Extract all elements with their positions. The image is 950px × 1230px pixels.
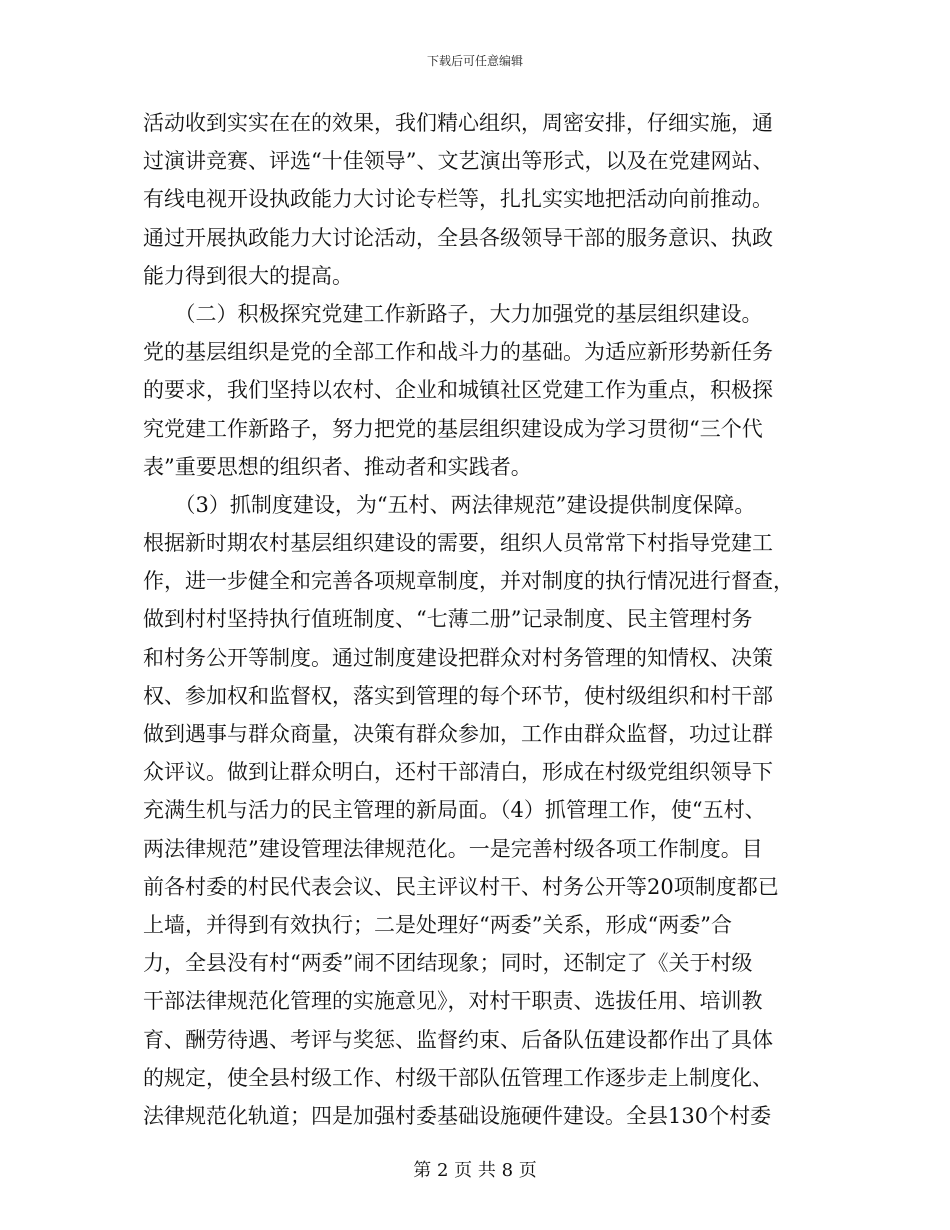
text-line: 活动收到实实在在的效果，我们精心组织，周密安排，仔细实施，通 (143, 111, 773, 135)
text-line: 能力得到很大的提高。 (143, 263, 353, 288)
section-heading-line: （二）积极探究党建工作新路子，大力加强党的基层组织建设。 (143, 301, 763, 326)
text-line: 根据新时期农村基层组织建设的需要，组织人员常常下村指导党建工 (143, 531, 773, 556)
text-line: 育、酬劳待遇、考评与奖惩、监督约束、后备队伍建设都作出了具体 (143, 1027, 773, 1052)
text-line: 通过开展执政能力大讨论活动，全县各级领导干部的服务意识、执政 (143, 225, 773, 250)
text-line: 做到遇事与群众商量，决策有群众参加，工作由群众监督，功过让群 (143, 722, 773, 746)
text-line: 究党建工作新路子，努力把党的基层组织建设成为学习贯彻“三个代 (143, 416, 763, 441)
text-line: 干部法律规范化管理的实施意见》，对村干职责、选拔任用、培训教 (143, 989, 763, 1014)
text-line: 和村务公开等制度。通过制度建设把群众对村务管理的知情权、决策 (143, 645, 773, 670)
text-line: 过演讲竞赛、评选“十佳领导”、文艺演出等形式，以及在党建网站、 (143, 149, 774, 174)
text-line: 的要求，我们坚持以农村、企业和城镇社区党建工作为重点，积极探 (143, 378, 773, 403)
document-body (143, 104, 813, 1135)
text-line: 党的基层组织是党的全部工作和战斗力的基础。为适应新形势新任务 (143, 340, 773, 365)
text-line: 权、参加权和监督权，落实到管理的每个环节，使村级组织和村干部 (143, 683, 773, 708)
text-line: 表”重要思想的组织者、推动者和实践者。 (143, 454, 532, 479)
page-header: 下载后可任意编辑 (426, 54, 523, 68)
section-heading-line: （3）抓制度建设，为“五村、两法律规范”建设提供制度保障。 (143, 492, 756, 517)
text-line: 法律规范化轨道；四是加强村委基础设施硬件建设。全县130个村委 (143, 1103, 772, 1128)
text-line: 众评议。做到让群众明白，还村干部清白，形成在村级党组织领导下 (143, 760, 773, 785)
text-line: 做到村村坚持执行值班制度、“七薄二册”记录制度、民主管理村务 (143, 607, 753, 632)
text-line: 的规定，使全县村级工作、村级干部队伍管理工作逐步走上制度化、 (143, 1065, 773, 1090)
page-number-footer: 第 2 页 共 8 页 (413, 1160, 537, 1181)
text-line: 充满生机与活力的民主管理的新局面。（4）抓管理工作，使“五村、 (143, 798, 766, 823)
text-line: 作，进一步健全和完善各项规章制度，并对制度的执行情况进行督查， (143, 569, 794, 594)
text-line: 有线电视开设执政能力大讨论专栏等，扎扎实实地把活动向前推动。 (143, 187, 773, 212)
text-line: 上墙，并得到有效执行；二是处理好“两委”关系，形成“两委”合 (143, 912, 732, 937)
text-line: 前各村委的村民代表会议、民主评议村干、村务公开等20项制度都已 (143, 874, 779, 899)
text-line: 两法律规范”建设管理法律规范化。一是完善村级各项工作制度。目 (143, 836, 763, 861)
text-line: 力，全县没有村“两委”闹不团结现象；同时，还制定了《关于村级 (143, 951, 753, 976)
